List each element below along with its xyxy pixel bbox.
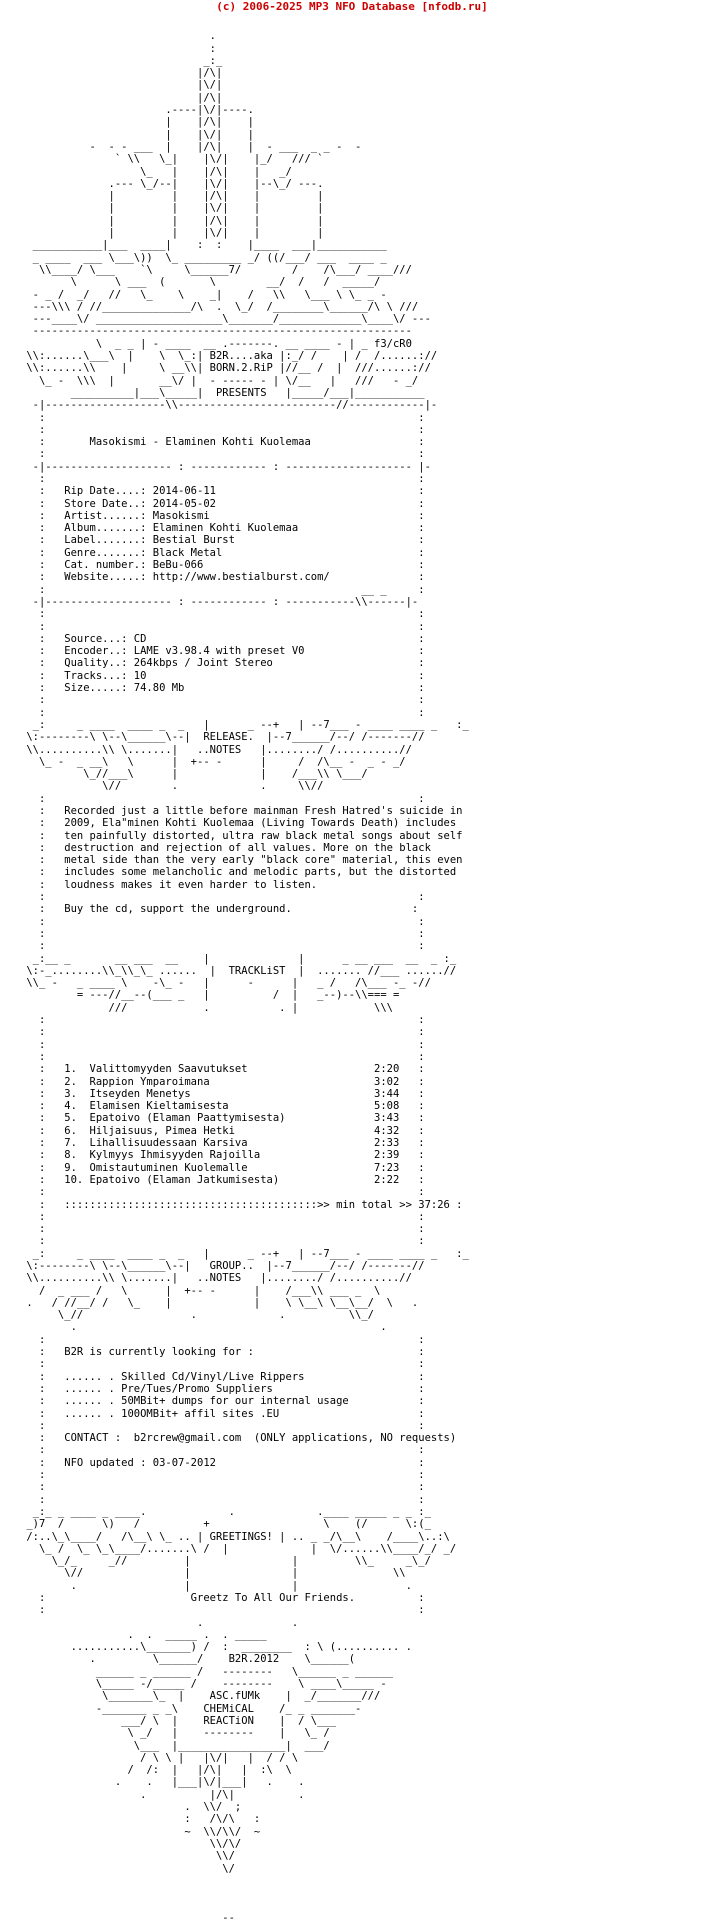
nfo-line: ...........\_______) / : ________ : \ (.......... .: [20, 1641, 412, 1654]
nfo-line: / \ \ | |\/| | / / \: [20, 1751, 299, 1764]
nfo-line: : ...... . 50MBit+ dumps for our internal usage :: [20, 1395, 425, 1408]
nfo-line: ------------------------------------------------------------: [20, 325, 412, 338]
nfo-line: [20, 1875, 680, 1887]
nfo-line: |\/|: [20, 79, 223, 92]
nfo-line: : :: [20, 472, 425, 485]
nfo-line: \ _ _ | - ____ __ .-------. __ ____ - | _ f3/cR0: [20, 337, 412, 350]
nfo-line: : /\/\ :: [20, 1813, 261, 1826]
nfo-line: : :: [20, 706, 425, 719]
nfo-line: : ...... . Pre/Tues/Promo Suppliers :: [20, 1382, 425, 1395]
nfo-line: | | |/\| | |: [20, 214, 324, 227]
nfo-line: : CONTACT : b2rcrew@gmail.com (ONLY applications, NO requests): [20, 1432, 457, 1445]
nfo-line: _:_ _ ____ _ ____. . .____ _____ _ _ :_: [20, 1505, 431, 1518]
nfo-line: : Label.......: Bestial Burst :: [20, 534, 425, 547]
nfo-line: : :: [20, 1469, 425, 1482]
site-copyright-header: (c) 2006-2025 MP3 NFO Database [nfodb.ru]: [216, 0, 488, 13]
nfo-line: : :: [20, 1186, 425, 1199]
nfo-line: - _ / _/ // \_ \ _| / \\ \___ \ \_ _ -: [20, 288, 387, 301]
nfo-line: : :: [20, 1235, 425, 1248]
nfo-line: : :: [20, 792, 425, 805]
nfo-line: \___ |_________________| ___/: [20, 1739, 330, 1752]
nfo-line: .----|\/|----.: [20, 104, 254, 117]
nfo-line: : Quality..: 264kbps / Joint Stereo :: [20, 657, 425, 670]
nfo-line: : :: [20, 1210, 425, 1223]
nfo-line: : :: [20, 411, 425, 424]
nfo-line: \ _/ | -------- | \_ /: [20, 1727, 330, 1740]
nfo-line: . . |___|\/|___| . .: [20, 1776, 305, 1789]
nfo-line: : 6. Hiljaisuus, Pimea Hetki 4:32 :: [20, 1124, 425, 1137]
nfo-line: : 2009, Ela"minen Kohti Kuolemaa (Living Towards Death) includes: [20, 817, 457, 830]
nfo-line: -|-------------------- : ------------ : -----------\\------|-: [20, 595, 419, 608]
nfo-line: : :: [20, 1419, 425, 1432]
nfo-line: /:..\_\____/ /\__\ \_ .. | GREETINGS! | .. _ _/\__\ /____\..:\: [20, 1530, 450, 1543]
nfo-line: : 7. Lihallisuudessaan Karsiva 2:33 :: [20, 1137, 425, 1150]
nfo-line: : Encoder..: LAME v3.98.4 with preset V0 :: [20, 645, 425, 658]
nfo-line: : :: [20, 891, 425, 904]
nfo-line: : ten painfully distorted, ultra raw black metal songs about self: [20, 829, 463, 842]
nfo-line: : 1. Valittomyyden Saavutukset 2:20 :: [20, 1063, 425, 1076]
nfo-line: | | |\/| | |: [20, 202, 324, 215]
nfo-line: : :: [20, 620, 425, 633]
nfo-line: : Artist......: Masokismi :: [20, 509, 425, 522]
nfo-line: : :: [20, 927, 425, 940]
nfo-line: \_ - \\\ | __\/ | - ----- - | \/__ | /// - _/: [20, 374, 419, 387]
nfo-line: : Tracks...: 10 :: [20, 669, 425, 682]
nfo-line: \\..........\\ \.......| ..NOTES |......../ /..........//: [20, 1272, 412, 1285]
nfo-line: ~ \\/\\/ ~: [20, 1825, 261, 1838]
nfo-line: \_// . . \\_/: [20, 1309, 375, 1322]
nfo-line: ---\\\ / //______________/\ . \_/ /________\______/\ \ ///: [20, 300, 419, 313]
nfo-line: -|-------------------\\-------------------------//------------|-: [20, 399, 438, 412]
nfo-line: _: _ ____ ____ _ _ | _ --+ | --7___ - ____ ____ _ :_: [20, 1247, 469, 1260]
nfo-line: |/\|: [20, 67, 223, 80]
nfo-line: : Buy the cd, support the underground. :: [20, 903, 419, 916]
nfo-line: : 3. Itseyden Menetys 3:44 :: [20, 1087, 425, 1100]
nfo-line: \\____/ \___ `\ \______7/ / /\___/ ____///: [20, 263, 412, 276]
nfo-line: \\:......\___\ | \ \_:| B2R....aka |:_/ / | / /......://: [20, 350, 438, 363]
nfo-line: \_/_ _// | | \\_ _\_/: [20, 1555, 431, 1568]
nfo-line: = ---//__--(___ _ | / | _--)--\\=== =: [20, 989, 400, 1002]
nfo-line: ` \\ \_| |\/| |_/ /// `: [20, 153, 330, 166]
nfo-line: \_ | |/\| | _/: [20, 165, 292, 178]
nfo-line: . . _____ . . _____: [20, 1628, 267, 1641]
nfo-line: . \______/ B2R.2012 \______(: [20, 1653, 356, 1666]
nfo-line: : :: [20, 1333, 425, 1346]
nfo-line: ___/ \ | REACTiON | / \___: [20, 1714, 337, 1727]
nfo-line: : ...... . Skilled Cd/Vinyl/Live Rippers :: [20, 1370, 425, 1383]
nfo-line: : loudness makes it even harder to listen.: [20, 878, 318, 891]
nfo-line: : 9. Omistautuminen Kuolemalle 7:23 :: [20, 1161, 425, 1174]
nfo-line: _ ____ ___ \___\)) \_ _________ _/ ((/___/ ___ ____ _: [20, 251, 387, 264]
nfo-line: ______ _ ______ / -------- \______ _ ______: [20, 1665, 393, 1678]
nfo-line: : Size.....: 74.80 Mb :: [20, 682, 425, 695]
nfo-line: : B2R is currently looking for : :: [20, 1346, 425, 1359]
nfo-line: ---____\/ ____________________\_______/_____________\____\/ ---: [20, 313, 431, 326]
nfo-line: : :: [20, 1358, 425, 1371]
nfo-line: \/: [20, 1862, 235, 1875]
nfo-line: : destruction and rejection of all values. More on the black: [20, 841, 431, 854]
nfo-line: : 10. Epatoivo (Elaman Jatkumisesta) 2:22 :: [20, 1173, 425, 1186]
nfo-line: |/\|: [20, 91, 223, 104]
nfo-line: \ \ ___ ( \ __/ / / _____/: [20, 276, 381, 289]
nfo-line: : Store Date..: 2014-05-02 :: [20, 497, 425, 510]
nfo-line: : :: [20, 1014, 425, 1027]
nfo-line: : Greetz To All Our Friends. :: [20, 1592, 425, 1604]
nfo-line: \_ / \_ \_\____/.......\ / | | \/......\\____/_/ _/: [20, 1542, 457, 1555]
nfo-line: : Recorded just a little before mainman Fresh Hatred's suicide in: [20, 805, 463, 817]
nfo-line: : :: [20, 1444, 425, 1457]
nfo-line: : Album.......: Elaminen Kohti Kuolemaa :: [20, 522, 425, 535]
nfo-line: -|-------------------- : ------------ : -------------------- |-: [20, 460, 431, 473]
nfo-line: : ...... . 100OMBit+ affil sites .EU :: [20, 1407, 425, 1420]
nfo-line: \// . . \\//: [20, 780, 324, 793]
nfo-line: : :: [20, 1038, 425, 1051]
nfo-line: . / //__/ / \_ | | \ \__\ \__\__/ \ .: [20, 1296, 419, 1309]
nfo-line: __________|___\_____| PRESENTS |_____/___|___________: [20, 386, 425, 399]
nfo-line: : 4. Elamisen Kieltamisesta 5:08 :: [20, 1100, 425, 1113]
nfo-line: . | | .: [20, 1579, 412, 1592]
nfo-line: [20, 1887, 680, 1899]
nfo-line: / _ ___ / \ | +-- - | /___\\ ___ _ \: [20, 1284, 381, 1297]
nfo-line: : Cat. number.: BeBu-066 :: [20, 559, 425, 572]
nfo-line: ___________|___ ____| : : |____ ___|___________: [20, 239, 387, 252]
nfo-line: | | |\/| | |: [20, 227, 324, 240]
nfo-line: \\:......\\ | \ __\\| BORN.2.RiP |//__ / | ///......://: [20, 362, 431, 375]
nfo-line: : :: [20, 915, 425, 928]
nfo-line: : includes some melancholic and melodic parts, but the distorted: [20, 866, 457, 879]
nfo-line: : :: [20, 608, 425, 621]
nfo-line: \_//___\ | | /___\\ \___/: [20, 768, 368, 781]
nfo-line: : :: [20, 423, 425, 436]
nfo-line: : :: [20, 1604, 425, 1617]
nfo-line: : :: [20, 694, 425, 707]
nfo-line: : Genre.......: Black Metal :: [20, 546, 425, 559]
nfo-line: \:--------\ \--\______\--| GROUP.. |--7______/--/ /-------//: [20, 1259, 425, 1272]
nfo-line: : NFO updated : 03-07-2012 :: [20, 1456, 425, 1469]
nfo-line: .--- \_/--| |\/| |--\_/ ---.: [20, 177, 324, 190]
nfo-line: \\..........\\ \.......| ..NOTES |......../ /..........//: [20, 743, 412, 756]
nfo-line: : 2. Rappion Ymparoimana 3:02 :: [20, 1075, 425, 1088]
nfo-line: : :: [20, 1050, 425, 1063]
nfo-line: : :: [20, 1223, 425, 1236]
nfo-line: . .: [20, 1616, 299, 1629]
nfo-line: :: [20, 42, 216, 55]
nfo-line: | |/\| |: [20, 116, 254, 129]
nfo-line: : :: [20, 1481, 425, 1494]
nfo-line: | |\/| |: [20, 128, 254, 141]
nfo-line: : :: [20, 1493, 425, 1506]
nfo-line: : :: [20, 448, 425, 461]
nfo-line: : Rip Date....: 2014-06-11 :: [20, 485, 425, 498]
nfo-ascii-document: [20, 18, 680, 1924]
nfo-line: : 5. Epatoivo (Elaman Paattymisesta) 3:43 :: [20, 1112, 425, 1125]
nfo-line: _)7 / \) / + \ (/ \:(_: [20, 1518, 431, 1531]
nfo-line: [20, 1899, 680, 1911]
nfo-line: . .: [20, 1321, 387, 1334]
nfo-line: : ::::::::::::::::::::::::::::::::::::::::>> min total >> 37:26 :: [20, 1198, 463, 1211]
nfo-line: : :: [20, 1026, 425, 1039]
nfo-line: : Source...: CD :: [20, 632, 425, 645]
nfo-line: . |/\| .: [20, 1788, 305, 1801]
nfo-line: --: [20, 1911, 235, 1924]
nfo-line: .: [20, 30, 216, 43]
nfo-line: . \\/ ;: [20, 1801, 242, 1814]
nfo-line: _:_: [20, 54, 223, 67]
nfo-line: \_ - _ __\ \ | +-- - | / /\__ - _ - _/: [20, 755, 406, 768]
nfo-line: \\/: [20, 1850, 235, 1863]
nfo-line: \// | | \\: [20, 1567, 406, 1580]
nfo-line: \\/\/: [20, 1837, 242, 1850]
nfo-line: - - - ___ | |/\| | - ___ _ _ - -: [20, 140, 362, 153]
nfo-line: \\_ - _ ____ \ -\_ - | - | _ / /\___ -_ -//: [20, 977, 431, 990]
nfo-line: | | |/\| | |: [20, 190, 324, 203]
nfo-line: \_____ -/_____ / -------- \ ____\_____ -: [20, 1678, 387, 1691]
nfo-line: \:--------\ \--\______\--| RELEASE. |--7______/--/ /-------//: [20, 731, 425, 744]
nfo-line: \_______\_ | ASC.fUMk | _/_______///: [20, 1690, 381, 1703]
nfo-line: _: _ ____ ____ _ _ | _ --+ | --7___ - ____ ____ _ :_: [20, 718, 469, 731]
nfo-line: : Website.....: http://www.bestialburst.com/ :: [20, 571, 425, 584]
nfo-line: -_______ _ _\ CHEMiCAL /_ _ _______-: [20, 1702, 362, 1715]
nfo-line: : :: [20, 940, 425, 953]
nfo-line: [20, 18, 680, 30]
nfo-line: \:-_........\\_\\_\_ ...... | TRACKLiST | ....... //___ ......//: [20, 964, 457, 977]
nfo-line: : __ _ :: [20, 583, 425, 596]
nfo-line: /// . . | \\\: [20, 1001, 393, 1014]
nfo-line: : metal side than the very early "black core" material, this even: [20, 854, 463, 867]
nfo-line: : Masokismi - Elaminen Kohti Kuolemaa :: [20, 436, 425, 449]
nfo-line: / /: | |/\| | :\ \: [20, 1764, 292, 1777]
nfo-line: _:__ _ __ ___ __ | | _ __ ___ __ _ :_: [20, 952, 457, 965]
nfo-line: : 8. Kylmyys Ihmisyyden Rajoilla 2:39 :: [20, 1149, 425, 1162]
